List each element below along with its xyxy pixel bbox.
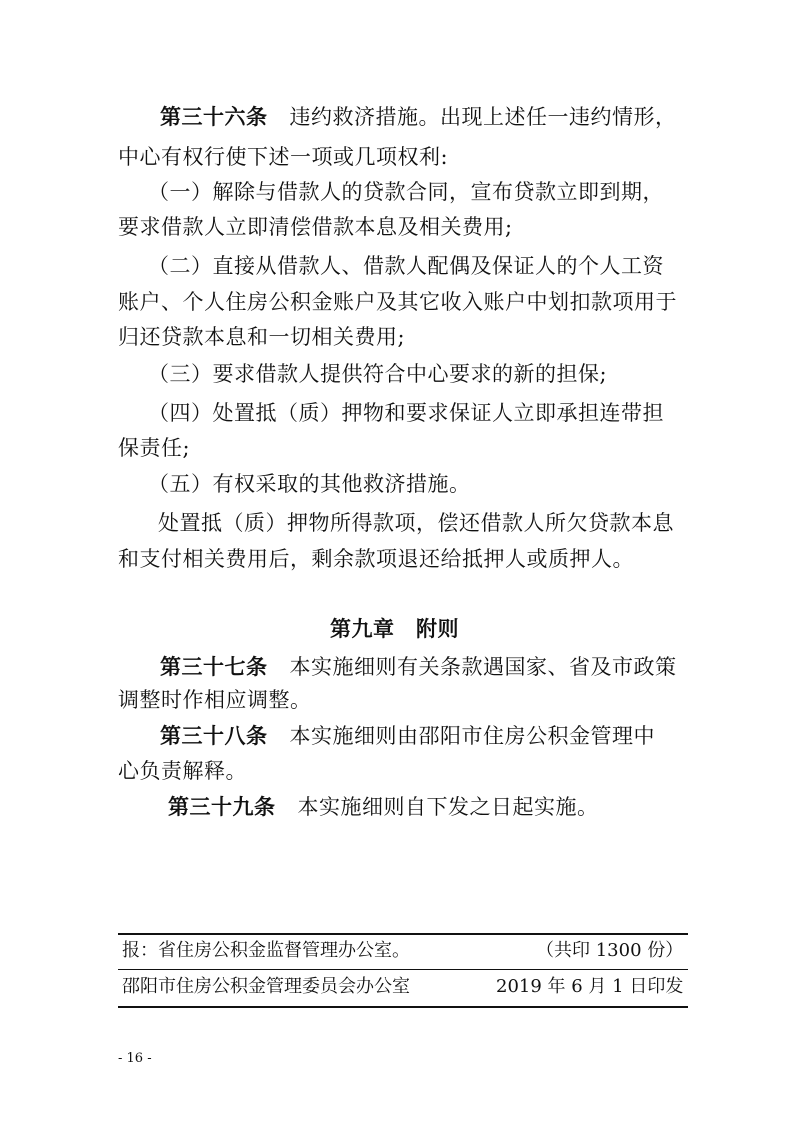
article-37-line-1 — [160, 653, 677, 681]
article-38-label: 第三十八条 — [160, 723, 268, 748]
article-36-line-2: 中心有权行使下述一项或几项权利: — [118, 145, 449, 169]
item-3-line-1: （三）要求借款人提供符合中心要求的新的担保; — [148, 362, 608, 386]
footer-bottom-rule — [118, 1006, 688, 1008]
footer-issuer: 邵阳市住房公积金管理委员会办公室 — [122, 976, 410, 997]
article-39-line-1 — [168, 793, 599, 821]
article-37-label: 第三十七条 — [160, 654, 268, 679]
article-39-text-1: 本实施细则自下发之日起实施。 — [297, 795, 599, 819]
item-1-line-2: 要求借款人立即清偿借款本息及相关费用; — [118, 215, 513, 239]
disposal-line-1: 处置抵（质）押物所得款项，偿还借款人所欠贷款本息 — [158, 511, 674, 535]
item-4-line-1: （四）处置抵（质）押物和要求保证人立即承担连带担 — [148, 401, 664, 425]
article-38-text-1: 本实施细则由邵阳市住房公积金管理中 — [289, 724, 655, 748]
article-37-text-1: 本实施细则有关条款遇国家、省及市政策 — [289, 655, 677, 679]
article-36-text-1: 违约救济措施。出现上述任一违约情形， — [289, 105, 677, 129]
article-39-label: 第三十九条 — [168, 794, 276, 819]
article-38-line-1 — [160, 722, 655, 750]
article-38-line-2: 心负责解释。 — [118, 759, 247, 783]
item-2-line-2: 账户、个人住房公积金账户及其它收入账户中划扣款项用于 — [118, 290, 677, 314]
item-5-line-1: （五）有权采取的其他救济措施。 — [148, 472, 471, 496]
page-number: - 16 - — [118, 1051, 152, 1066]
footer-middle-rule — [118, 969, 688, 970]
article-37-line-2: 调整时作相应调整。 — [118, 688, 312, 712]
article-36-label: 第三十六条 — [160, 104, 268, 129]
item-4-line-2: 保责任; — [118, 436, 191, 460]
chapter-heading: 第九章 附则 — [330, 616, 459, 641]
disposal-line-2: 和支付相关费用后，剩余款项退还给抵押人或质押人。 — [118, 547, 634, 571]
article-36-line-1 — [160, 103, 677, 131]
item-2-line-3: 归还贷款本息和一切相关费用; — [118, 325, 406, 349]
footer-report-to: 报：省住房公积金监督管理办公室。 — [122, 940, 410, 961]
footer-top-rule — [118, 933, 688, 935]
footer-issue-date: 2019 年 6 月 1 日印发 — [496, 976, 684, 997]
item-1-line-1: （一）解除与借款人的贷款合同，宣布贷款立即到期， — [148, 180, 664, 204]
footer-copies: （共印 1300 份） — [536, 940, 684, 961]
item-2-line-1: （二）直接从借款人、借款人配偶及保证人的个人工资 — [148, 254, 664, 278]
